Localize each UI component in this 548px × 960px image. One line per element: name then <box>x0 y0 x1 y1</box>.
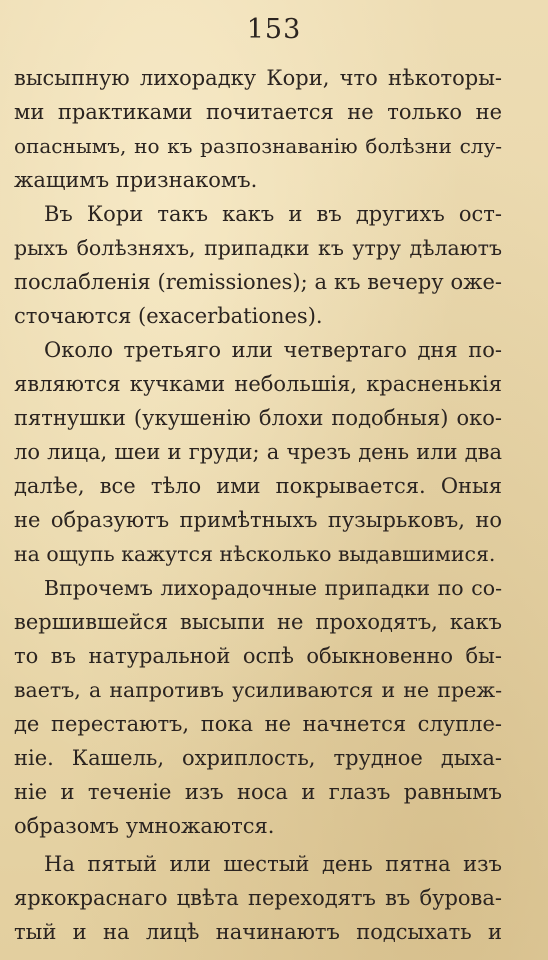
text-line: послабленія (remissiones); а къ вечеру оже- <box>14 270 502 294</box>
text-line: ми практиками почитается не только не <box>14 100 502 124</box>
text-line: ніе и теченіе изъ носа и глазъ равнымъ <box>14 780 502 804</box>
text-line: пятнушки (укушенію блохи подобныя) око- <box>14 406 502 430</box>
text-line: не образуютъ примѣтныхъ пузырьковъ, но <box>14 508 502 532</box>
text-line: Около третьяго или четвертаго дня по- <box>44 338 502 362</box>
text-line: рыхъ болѣзняхъ, припадки къ утру дѣлаютъ <box>14 236 502 260</box>
page-number: 153 <box>246 14 302 45</box>
text-line: далѣе, все тѣло ими покрывается. Оныя <box>14 474 502 498</box>
text-line: являются кучками небольшія, красненькія <box>14 372 502 396</box>
text-line: то въ натуральной оспѣ обыкновенно бы- <box>14 644 502 668</box>
text-line: Впрочемъ лихорадочные припадки по со- <box>44 576 502 600</box>
text-line: яркокраснаго цвѣта переходятъ въ бурова- <box>14 886 502 910</box>
text-line: ваетъ, а напротивъ усиливаются и не преж- <box>14 678 502 702</box>
text-line: На пятый или шестый день пятна изъ <box>44 852 502 876</box>
text-line: сточаются (exacerbationes). <box>14 304 323 328</box>
text-line: образомъ умножаются. <box>14 814 275 838</box>
text-line: ло лица, шеи и груди; а чрезъ день или два <box>14 440 502 464</box>
text-line: вершившейся высыпи не проходятъ, какъ <box>14 610 502 634</box>
text-line: жащимъ признакомъ. <box>14 168 258 192</box>
text-line: де перестаютъ, пока не начнется слупле- <box>14 712 502 736</box>
text-line: Въ Кори такъ какъ и въ другихъ ост- <box>44 202 502 226</box>
text-line: опаснымъ, но къ разпознаванію болѣзни слу- <box>14 134 502 158</box>
text-line: тый и на лицѣ начинаютъ подсыхать и <box>14 920 502 944</box>
text-line: на ощупь кажутся нѣсколько выдавшимися. <box>14 542 496 566</box>
text-line: высыпную лихорадку Кори, что нѣкоторы- <box>14 66 502 90</box>
text-line: ніе. Кашель, охриплость, трудное дыха- <box>14 746 502 770</box>
